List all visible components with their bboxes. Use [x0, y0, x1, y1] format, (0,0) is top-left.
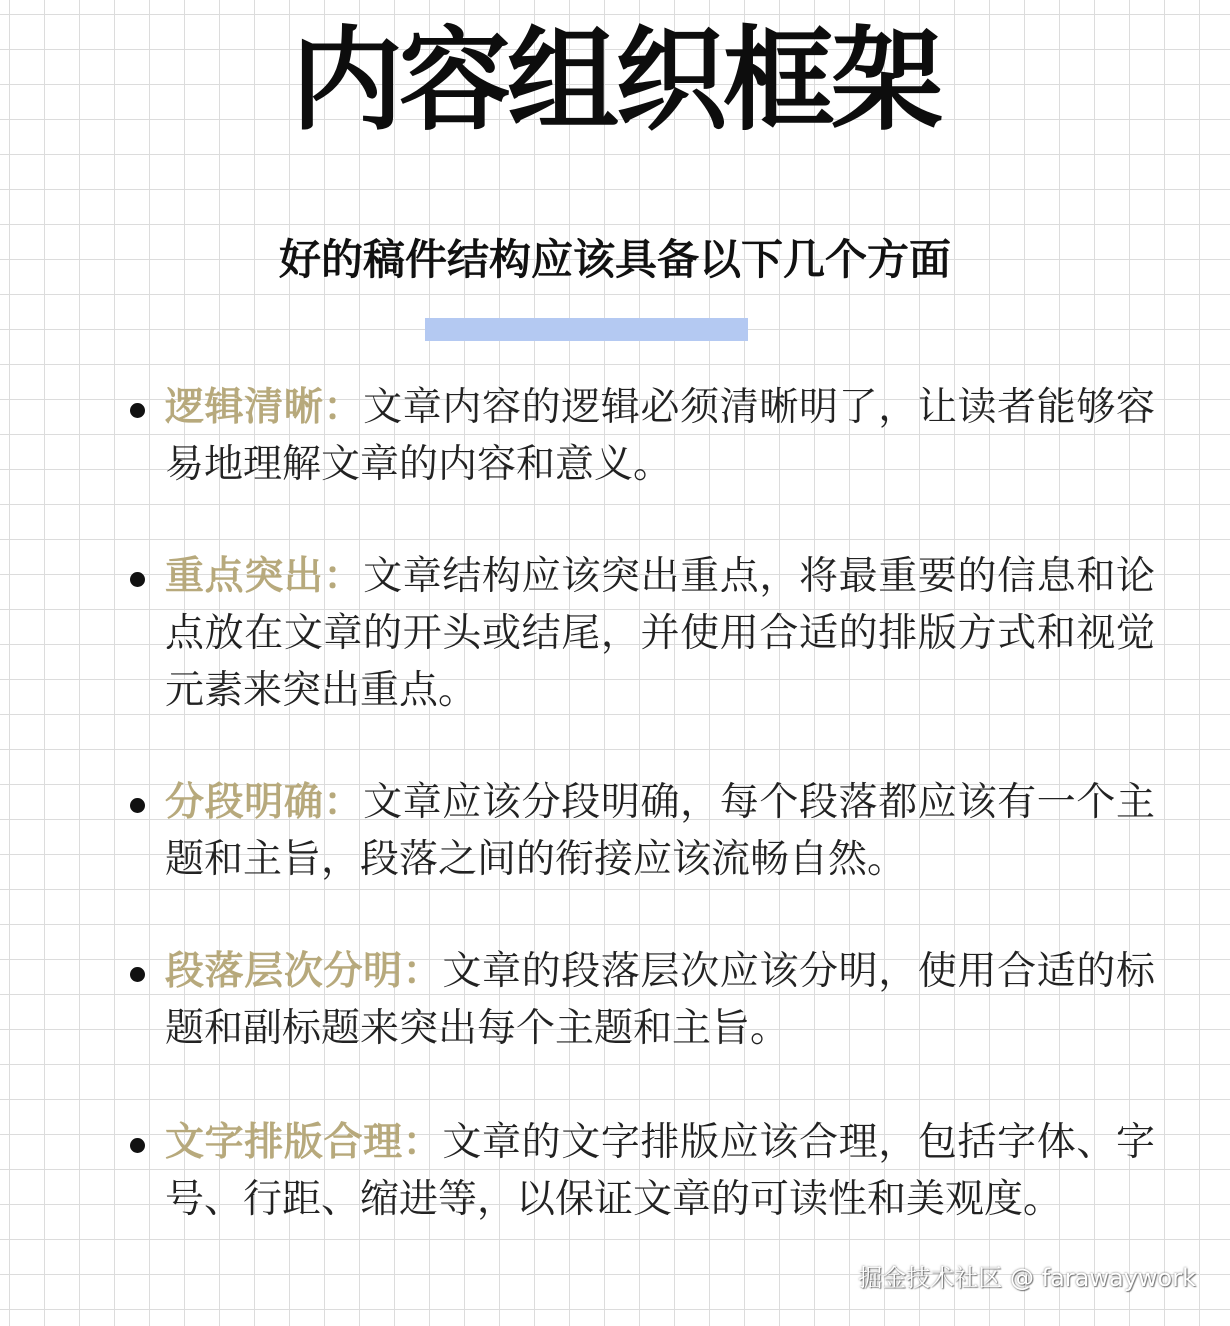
watermark: 掘金技术社区 @ farawaywork	[858, 1264, 1196, 1292]
bullet-dot-icon	[130, 798, 145, 813]
item-term: 重点突出：	[165, 554, 364, 599]
list-item	[165, 943, 1155, 1057]
item-text: 文章结构应该突出重点，将最重要的信息和论点放在文章的开头或结尾，并使用合适的排版方式和视觉元素来突出重点。	[165, 554, 1155, 713]
item-term: 文字排版合理：	[165, 1120, 443, 1165]
item-term: 逻辑清晰：	[165, 385, 364, 430]
bullet-dot-icon	[130, 967, 145, 982]
page-subtitle: 好的稿件结构应该具备以下几个方面	[278, 235, 951, 284]
item-term: 段落层次分明：	[165, 949, 443, 994]
item-text: 文章内容的逻辑必须清晰明了，让读者能够容易地理解文章的内容和意义。	[165, 385, 1155, 487]
list-item	[165, 379, 1155, 493]
item-text: 文章的段落层次应该分明，使用合适的标题和副标题来突出每个主题和主旨。	[165, 949, 1155, 1051]
bullet-dot-icon	[130, 403, 145, 418]
list-item	[165, 774, 1155, 888]
list-item	[165, 1114, 1155, 1228]
item-text: 文章的文字排版应该合理，包括字体、字号、行距、缩进等，以保证文章的可读性和美观度。	[165, 1120, 1155, 1222]
bullet-dot-icon	[130, 572, 145, 587]
bullet-dot-icon	[130, 1138, 145, 1153]
item-text: 文章应该分段明确，每个段落都应该有一个主题和主旨，段落之间的衔接应该流畅自然。	[165, 780, 1155, 882]
list-item	[165, 548, 1155, 719]
item-term: 分段明确：	[165, 780, 364, 825]
page-title: 内容组织框架	[291, 15, 939, 146]
